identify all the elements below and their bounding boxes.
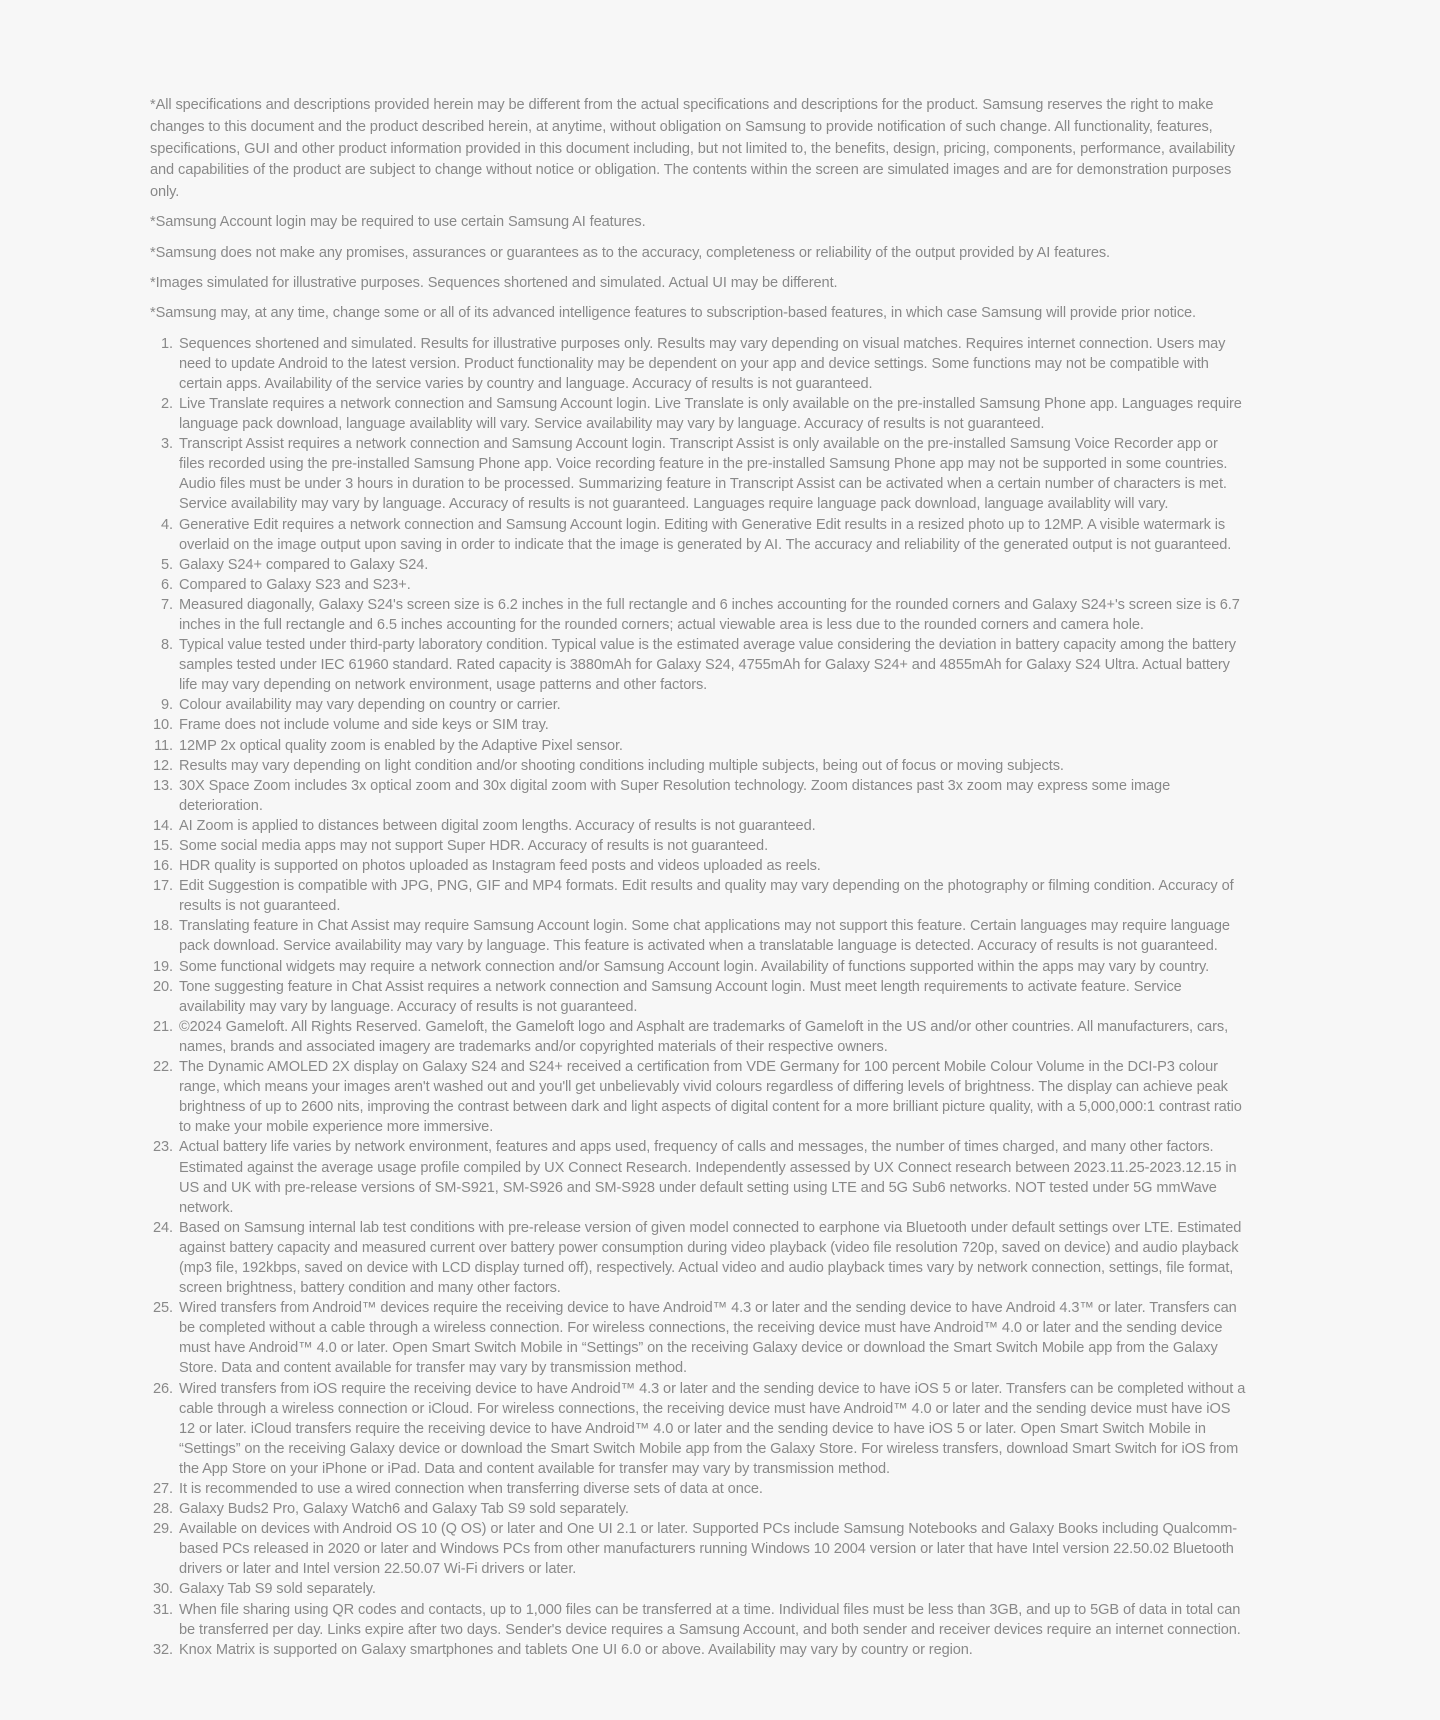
footnote-number: 28. <box>153 1501 173 1518</box>
footnote-item <box>150 1017 1246 1057</box>
footnote-text: Knox Matrix is supported on Galaxy smartphones and tablets One UI 6.0 or above. Availability may vary by country or region. <box>179 1641 973 1658</box>
footnote-item <box>150 515 1246 555</box>
footnote-text: Actual battery life varies by network environment, features and apps used, frequency of calls and messages, the number of times charged, and many other factors. Estimated against the average usage profile compiled by UX Connect Research. Independently assessed by UX Connect research between 2023.11.25-2023.12.15 in US and UK with pre-release versions of SM-S921, SM-S926 and SM-S928 under default setting using LTE and 5G Sub6 networks. NOT tested under 5G mmWave network. <box>179 1139 1237 1216</box>
footnote-number: 19. <box>153 958 173 975</box>
footnote-item <box>150 1600 1246 1640</box>
footnote-item <box>150 876 1246 916</box>
footnote-item <box>150 334 1246 394</box>
footnote-text: Generative Edit requires a network connection and Samsung Account login. Editing with Generative Edit results in a resized photo up to 12MP. A visible watermark is overlaid on the image output upon saving in order to indicate that the image is generated by AI. The accuracy and reliability of the generated output is not guaranteed. <box>179 516 1232 553</box>
footnote-number: 2. <box>161 395 173 412</box>
footnote-item <box>150 816 1246 836</box>
footnote-item <box>150 1379 1246 1479</box>
footnote-text: Some functional widgets may require a network connection and/or Samsung Account login. Availability of functions supported within the apps may vary by country. <box>179 958 1210 975</box>
footnote-text: ©2024 Gameloft. All Rights Reserved. Gameloft, the Gameloft logo and Asphalt are trademarks of Gameloft in the US and/or other countries. All manufacturers, cars, names, brands and associated imagery are trademarks and/or copyrighted materials of their respective owners. <box>179 1018 1229 1055</box>
footnote-number: 5. <box>161 556 173 573</box>
intro-paragraphs <box>150 95 1246 325</box>
footnote-text: Galaxy Buds2 Pro, Galaxy Watch6 and Galaxy Tab S9 sold separately. <box>179 1501 629 1518</box>
footnote-item <box>150 836 1246 856</box>
footnote-text: Edit Suggestion is compatible with JPG, PNG, GIF and MP4 formats. Edit results and quality may vary depending on the photography or filming condition. Accuracy of results is not guaranteed. <box>179 878 1234 915</box>
footnote-number: 10. <box>153 717 173 734</box>
footnote-text: 12MP 2x optical quality zoom is enabled by the Adaptive Pixel sensor. <box>179 737 623 754</box>
footnote-text: HDR quality is supported on photos uploaded as Instagram feed posts and videos uploaded as reels. <box>179 858 821 875</box>
footnote-text: 30X Space Zoom includes 3x optical zoom and 30x digital zoom with Super Resolution technology. Zoom distances past 3x zoom may express some image deterioration. <box>179 777 1171 814</box>
footnote-text: The Dynamic AMOLED 2X display on Galaxy S24 and S24+ received a certification from VDE Germany for 100 percent Mobile Colour Volume in the DCI-P3 colour range, which means your images aren't washed out and you'll get unbelievably vivid colours regardless of differing levels of brightness. The display can achieve peak brightness of up to 2600 nits, improving the contrast between dark and light aspects of digital content for a more brilliant picture quality, with a 5,000,000:1 contrast ratio to make your mobile experience more immersive. <box>179 1059 1242 1136</box>
footnote-text: Results may vary depending on light condition and/or shooting conditions including multiple subjects, being out of focus or moving subjects. <box>179 757 1064 774</box>
footnote-item <box>150 736 1246 756</box>
footnote-number: 29. <box>153 1521 173 1538</box>
footnote-number: 6. <box>161 576 173 593</box>
footnote-number: 15. <box>153 838 173 855</box>
footnote-text: It is recommended to use a wired connection when transferring diverse sets of data at once. <box>179 1481 763 1498</box>
footnote-item <box>150 977 1246 1017</box>
footnote-number: 13. <box>153 777 173 794</box>
footnote-text: Tone suggesting feature in Chat Assist requires a network connection and Samsung Account login. Must meet length requirements to activate feature. Service availability may vary by language. Accuracy of results is not guaranteed. <box>179 978 1182 1015</box>
footnote-item <box>150 916 1246 956</box>
footnote-item <box>150 695 1246 715</box>
footnote-number: 25. <box>153 1300 173 1317</box>
footnote-item <box>150 1640 1246 1660</box>
footnotes-list <box>150 334 1246 1660</box>
footnote-number: 14. <box>153 817 173 834</box>
footnote-number: 18. <box>153 918 173 935</box>
footnote-number: 23. <box>153 1139 173 1156</box>
footnote-number: 12. <box>153 757 173 774</box>
footnote-text: Based on Samsung internal lab test conditions with pre-release version of given model connected to earphone via Bluetooth under default settings over LTE. Estimated against battery capacity and measured current over battery power consumption during video playback (video file resolution 720p, saved on device) and audio playback (mp3 file, 192kbps, saved on device with LCD display turned off), respectively. Actual video and audio playback times vary by network connection, settings, file format, screen brightness, battery condition and many other factors. <box>179 1219 1242 1297</box>
footnote-number: 1. <box>161 335 173 352</box>
footnote-number: 30. <box>153 1581 173 1598</box>
footnote-item <box>150 756 1246 776</box>
footnote-text: When file sharing using QR codes and contacts, up to 1,000 files can be transferred at a time. Individual files must be less than 3GB, and up to 5GB of data in total can be transferred per day. Links expire after two days. Sender's device requires a Samsung Account, and both sender and receiver devices require an internet connection. <box>179 1601 1241 1638</box>
footnote-item <box>150 1137 1246 1217</box>
footnote-number: 16. <box>153 858 173 875</box>
footnote-number: 9. <box>161 697 173 714</box>
footnote-text: Translating feature in Chat Assist may require Samsung Account login. Some chat applications may not support this feature. Certain languages may require language pack download. Service availability may vary by language. This feature is activated when a translatable language is detected. Accuracy of results is not guaranteed. <box>179 918 1230 955</box>
disclaimer-paragraph: *Samsung Account login may be required to use certain Samsung AI features. <box>150 214 646 231</box>
footnote-number: 8. <box>161 637 173 654</box>
footnote-number: 7. <box>161 596 173 613</box>
footnote-number: 27. <box>153 1481 173 1498</box>
footnote-item <box>150 635 1246 695</box>
footnote-text: Galaxy Tab S9 sold separately. <box>179 1581 376 1598</box>
footnote-item <box>150 1579 1246 1599</box>
footnote-item <box>150 1218 1246 1298</box>
footnote-number: 22. <box>153 1059 173 1076</box>
disclaimer-paragraph: *Images simulated for illustrative purposes. Sequences shortened and simulated. Actual UI may be different. <box>150 275 838 292</box>
footnote-text: Transcript Assist requires a network connection and Samsung Account login. Transcript Assist is only available on the pre-installed Samsung Voice Recorder app or files recorded using the pre-installed Samsung Phone app. Voice recording feature in the pre-installed Samsung Phone app may not be supported in some countries. Audio files must be under 3 hours in duration to be processed. Summarizing feature in Transcript Assist can be activated when a certain number of characters is met. Service availability may vary by language. Accuracy of results is not guaranteed. Languages require language pack download, language availablity will vary. <box>179 436 1228 513</box>
footnote-text: Live Translate requires a network connection and Samsung Account login. Live Translate is only available on the pre-installed Samsung Phone app. Languages require language pack download, language availablity will vary. Service availability may vary by language. Accuracy of results is not guaranteed. <box>179 395 1242 433</box>
footnote-item <box>150 1499 1246 1519</box>
disclaimer-paragraph: *All specifications and descriptions provided herein may be different from the actual specifications and descriptions for the product. Samsung reserves the right to make changes to this document and the product described herein, at anytime, without obligation on Samsung to provide notification of such change. All functionality, features, specifications, GUI and other product information provided in this document including, but not limited to, the benefits, design, pricing, components, performance, availability and capabilities of the product are subject to change without notice or obligation. The contents within the screen are simulated images and are for demonstration purposes only. <box>150 97 1235 201</box>
footnote-text: AI Zoom is applied to distances between digital zoom lengths. Accuracy of results is not guaranteed. <box>179 817 816 834</box>
footnote-text: Frame does not include volume and side keys or SIM tray. <box>179 717 549 734</box>
footnote-item <box>150 575 1246 595</box>
footnote-text: Colour availability may vary depending on country or carrier. <box>179 697 561 714</box>
footnote-number: 24. <box>153 1219 173 1236</box>
footnote-number: 20. <box>153 978 173 995</box>
footnote-item <box>150 595 1246 635</box>
disclaimer-content <box>150 95 1246 1660</box>
footnote-text: Available on devices with Android OS 10 (Q OS) or later and One UI 2.1 or later. Supported PCs include Samsung Notebooks and Galaxy Books including Qualcomm-based PCs released in 2020 or later and Windows PCs from other manufacturers running Windows 10 2004 version or later that have Intel version 22.50.02 Bluetooth drivers or later and Intel version 22.50.07 Wi-Fi drivers or later. <box>179 1521 1238 1578</box>
footnote-number: 11. <box>154 737 173 754</box>
footnote-number: 21. <box>153 1018 173 1035</box>
footnote-number: 4. <box>161 516 173 533</box>
footnote-text: Measured diagonally, Galaxy S24's screen size is 6.2 inches in the full rectangle and 6 inches accounting for the rounded corners and Galaxy S24+'s screen size is 6.7 inches in the full rectangle and 6.5 inches accounting for the rounded corners; actual viewable area is less due to the rounded corners and camera hole. <box>179 596 1240 633</box>
disclaimer-paragraph: *Samsung may, at any time, change some or all of its advanced intelligence features to subscription-based features, in which case Samsung will provide prior notice. <box>150 305 1196 322</box>
footnote-text: Sequences shortened and simulated. Results for illustrative purposes only. Results may vary depending on visual matches. Requires internet connection. Users may need to update Android to the latest version. Product functionality may be dependent on your app and device settings. Some functions may not be compatible with certain apps. Availability of the service varies by country and language. Accuracy of results is not guaranteed. <box>179 335 1226 392</box>
footnote-number: 31. <box>153 1601 173 1618</box>
footnote-item <box>150 1519 1246 1579</box>
footnote-item <box>150 856 1246 876</box>
footnote-number: 32. <box>153 1641 173 1658</box>
footnote-text: Wired transfers from iOS require the receiving device to have Android™ 4.3 or later and the sending device to have iOS 5 or later. Transfers can be completed without a cable through a wireless connection or iCloud. For wireless connections, the receiving device must have Android™ 4.0 or later and the sending device must have iOS 12 or later. iCloud transfers require the receiving device to have Android™ 4.0 or later and the sending device to have iOS 5 or later. Open Smart Switch Mobile in “Settings” on the receiving Galaxy device or download the Smart Switch Mobile app from the Galaxy Store. For wireless transfers, download Smart Switch for iOS from the App Store on your iPhone or iPad. Data and content available for transfer may vary by transmission method. <box>179 1380 1246 1477</box>
footnote-item <box>150 957 1246 977</box>
footnote-item <box>150 555 1246 575</box>
footnote-text: Typical value tested under third-party laboratory condition. Typical value is the estimated average value considering the deviation in battery capacity among the battery samples tested under IEC 61960 standard. Rated capacity is 3880mAh for Galaxy S24, 4755mAh for Galaxy S24+ and 4855mAh for Galaxy S24 Ultra. Actual battery life may vary depending on network environment, usage patterns and other factors. <box>179 637 1236 694</box>
footnote-text: Galaxy S24+ compared to Galaxy S24. <box>179 556 429 573</box>
footnote-item <box>150 1479 1246 1499</box>
footnote-number: 3. <box>161 436 173 453</box>
footnote-item <box>150 434 1246 514</box>
footnote-item <box>150 394 1246 434</box>
disclaimer-paragraph: *Samsung does not make any promises, assurances or guarantees as to the accuracy, completeness or reliability of the output provided by AI features. <box>150 244 1110 261</box>
footnote-text: Some social media apps may not support Super HDR. Accuracy of results is not guaranteed. <box>179 838 769 855</box>
footnote-text: Compared to Galaxy S23 and S23+. <box>179 576 411 593</box>
footnote-number: 17. <box>153 878 173 895</box>
footnote-item <box>150 715 1246 735</box>
footnote-item <box>150 1057 1246 1137</box>
footnote-item <box>150 1298 1246 1378</box>
footnote-number: 26. <box>153 1380 173 1397</box>
footnote-item <box>150 776 1246 816</box>
footnote-text: Wired transfers from Android™ devices require the receiving device to have Android™ 4.3 or later and the sending device to have Android 4.3™ or later. Transfers can be completed without a cable through a wireless connection. For wireless connections, the receiving device must have Android™ 4.0 or later and the sending device must have Android™ 4.0 or later. Open Smart Switch Mobile in “Settings” on the receiving Galaxy device or download the Smart Switch Mobile app from the Galaxy Store. Data and content available for transfer may vary by transmission method. <box>179 1300 1237 1377</box>
